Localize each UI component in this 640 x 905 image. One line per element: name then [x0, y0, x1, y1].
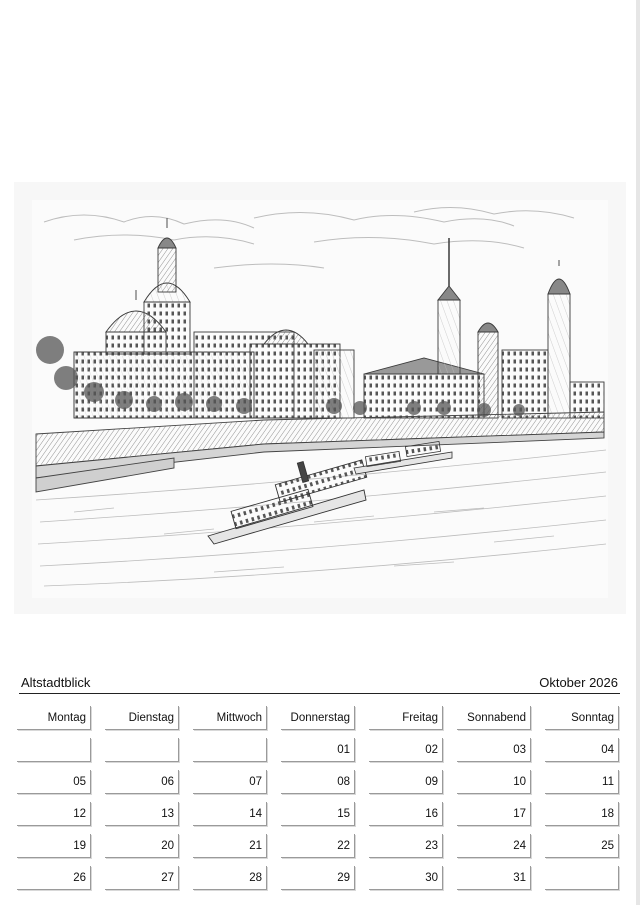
day-cell: 22: [281, 834, 355, 858]
day-cell: 07: [193, 770, 267, 794]
day-cell: 04: [545, 738, 619, 762]
weekday-header: Montag: [17, 706, 91, 730]
day-cell: 08: [281, 770, 355, 794]
day-cell: [17, 738, 91, 762]
calendar-month: Oktober 2026: [539, 674, 618, 690]
page-edge: [636, 0, 640, 905]
day-cell: 09: [369, 770, 443, 794]
day-cell: 12: [17, 802, 91, 826]
weekday-header: Sonntag: [545, 706, 619, 730]
calendar-grid: [17, 706, 619, 890]
day-cell: 11: [545, 770, 619, 794]
weekday-header: Mittwoch: [193, 706, 267, 730]
day-cell: 24: [457, 834, 531, 858]
day-cell: 01: [281, 738, 355, 762]
day-cell: 05: [17, 770, 91, 794]
weekday-header: Dienstag: [105, 706, 179, 730]
day-cell: [105, 738, 179, 762]
day-cell: 06: [105, 770, 179, 794]
weekday-header: Sonnabend: [457, 706, 531, 730]
day-cell: 20: [105, 834, 179, 858]
day-cell: 31: [457, 866, 531, 890]
day-cell: 27: [105, 866, 179, 890]
day-cell: 23: [369, 834, 443, 858]
day-cell: 17: [457, 802, 531, 826]
weekday-header: Freitag: [369, 706, 443, 730]
day-cell: 30: [369, 866, 443, 890]
calendar-title: Altstadtblick: [21, 674, 91, 690]
skyline-illustration: [14, 182, 626, 614]
day-cell: 18: [545, 802, 619, 826]
day-cell: [193, 738, 267, 762]
weekday-header: Donnerstag: [281, 706, 355, 730]
day-cell: 21: [193, 834, 267, 858]
day-cell: 25: [545, 834, 619, 858]
day-cell: 29: [281, 866, 355, 890]
day-cell: 16: [369, 802, 443, 826]
day-cell: 28: [193, 866, 267, 890]
day-cell: 13: [105, 802, 179, 826]
day-cell: 10: [457, 770, 531, 794]
day-cell: 26: [17, 866, 91, 890]
day-cell: 03: [457, 738, 531, 762]
day-cell: [545, 866, 619, 890]
day-cell: 19: [17, 834, 91, 858]
calendar-header: [19, 671, 620, 694]
day-cell: 15: [281, 802, 355, 826]
day-cell: 14: [193, 802, 267, 826]
skyline-drawing: [14, 182, 626, 614]
day-cell: 02: [369, 738, 443, 762]
